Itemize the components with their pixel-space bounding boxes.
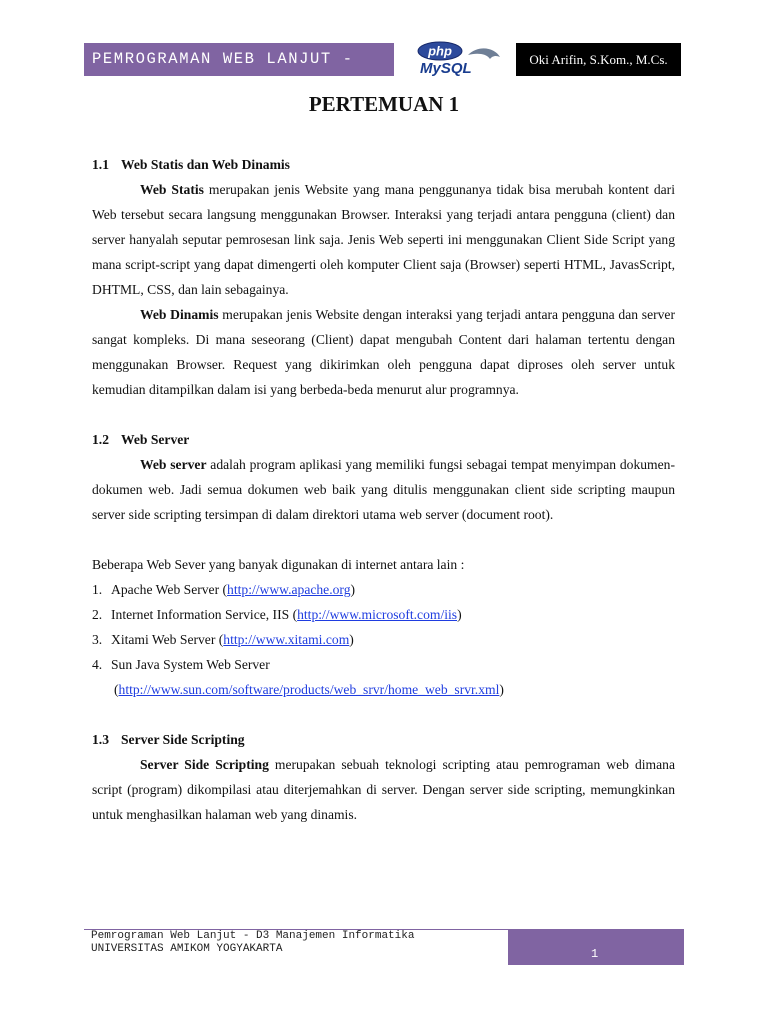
footer-text [91, 930, 414, 956]
list-item: 2. Internet Information Service, IIS (http://www.microsoft.com/iis) [92, 607, 462, 622]
svg-text:MySQL: MySQL [420, 60, 472, 77]
list-intro: Beberapa Web Sever yang banyak digunakan di internet antara lain : [92, 557, 465, 572]
list-item-continuation: (http://www.sun.com/software/products/web_srvr/home_web_srvr.xml) [114, 682, 504, 697]
link-xitami[interactable]: http://www.xitami.com [223, 632, 350, 647]
footer-page-box [508, 930, 684, 965]
section-heading: 1.3 Server Side Scripting [92, 732, 245, 747]
section-heading: 1.2 Web Server [92, 432, 190, 447]
list-item: 1. Apache Web Server (http://www.apache.org) [92, 582, 356, 597]
paragraph-web-statis: Web Statis merupakan jenis Website yang mana penggunanya tidak bisa merubah kontent dari Web tersebut secara langsung menggunakan Browser. Interaksi yang terjadi antara pengguna (client) dan server hanyalah seputar pemrosesan link saja. Jenis Web seperti ini menggunakan Client Side Script yang mana script-script yang dapat dimengerti oleh komputer Client saja (Browser) seperti HTML, JavasScript, DHTML, CSS, dan lain sebagainya. [92, 182, 675, 297]
php-mysql-logo-icon [410, 41, 508, 77]
paragraph-server-side-scripting: Server Side Scripting merupakan sebuah teknologi scripting atau pemrograman web dimana script (program) dikompilasi atau diterjemahkan di server. Dengan server side scripting, memungkinkan untuk menghasilkan halaman web yang dinamis. [92, 757, 675, 822]
header-author-box [516, 43, 681, 76]
footer-line-1: Pemrograman Web Lanjut - D3 Manajemen Informatika [91, 930, 415, 942]
header-author: Oki Arifin, S.Kom., M.Cs. [529, 52, 668, 67]
page-title: PERTEMUAN 1 [308, 92, 460, 116]
section-heading: 1.1 Web Statis dan Web Dinamis [92, 157, 290, 172]
php-mysql-logo [410, 41, 508, 77]
web-server-list [92, 577, 675, 702]
paragraph-web-dinamis: Web Dinamis merupakan jenis Website dengan interaksi yang terjadi antara pengguna dan server sangat kompleks. Di mana seseorang (Client) dapat mengubah Content dari halaman tertentu dengan menggunakan Browser. Request yang dikirimkan oleh pengguna dapat diproses oleh server untuk kemudian ditampilkan dalam isi yang berbeda-beda menurut alur programnya. [92, 307, 675, 397]
link-sun-java[interactable]: http://www.sun.com/software/products/web_srvr/home_web_srvr.xml [118, 682, 500, 697]
link-apache[interactable]: http://www.apache.org [227, 582, 351, 597]
document-body [92, 152, 675, 827]
header-course-title: PEMROGRAMAN WEB LANJUT - [92, 50, 354, 68]
header-course-bar [84, 43, 394, 76]
list-item: 4. Sun Java System Web Server [92, 657, 270, 672]
footer-line-2: UNIVERSITAS AMIKOM YOGYAKARTA [91, 943, 283, 955]
svg-text:php: php [428, 43, 452, 59]
link-microsoft-iis[interactable]: http://www.microsoft.com/iis [297, 607, 458, 622]
paragraph-web-server: Web server adalah program aplikasi yang memiliki fungsi sebagai tempat menyimpan dokumen-dokumen web. Jadi semua dokumen web baik yang ditulis menggunakan client side scripting maupun server side scripting tersimpan di dalam direktori utama web server (document root). [92, 457, 675, 522]
page-number: 1 [591, 947, 599, 961]
list-item: 3. Xitami Web Server (http://www.xitami.com) [92, 632, 354, 647]
